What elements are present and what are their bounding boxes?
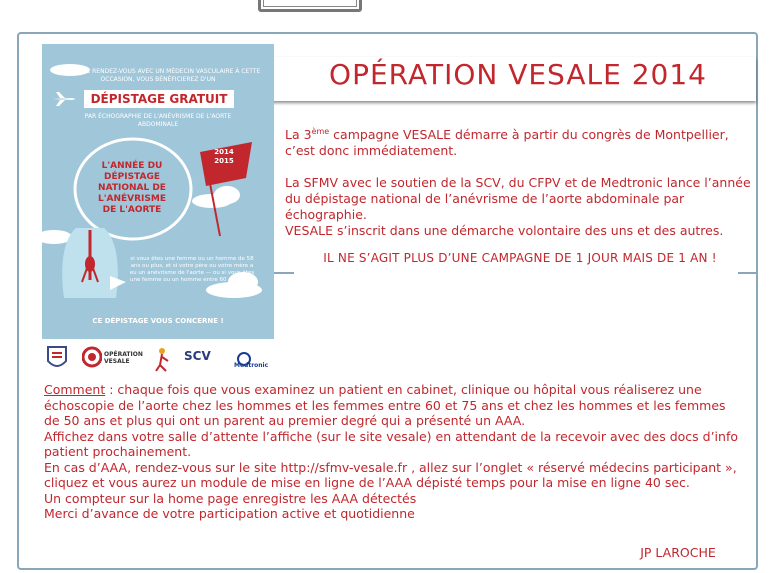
scv-logo: SCV [184,349,211,363]
intro-paragraph-2: La SFMV avec le soutien de la SCV, du CFPV et de Medtronic lance l’année du dépistage national de l’anévrisme de l’aorte abdominale par échographie. [285,175,751,223]
page-title: OPÉRATION VESALE 2014 [329,58,707,91]
vesale-logo-text: OPÉRATION VESALE [104,351,143,365]
intro-paragraph-1: La 3ème campagne VESALE démarre à partir du congrès de Montpellier, c’est donc immédiatement. [285,127,729,159]
author-signature: JP LAROCHE [608,541,748,565]
poster-subtitle: PAR ÉCHOGRAPHIE DE L'ANÉVRISME DE L'AORTE ABDOMINALE [84,113,232,128]
compteur-paragraph: Un compteur sur la home page enregistre les AAA détectés [44,490,417,506]
poster-annee-text: L'ANNÉE DU DÉPISTAGE NATIONAL DE L'ANÉVRISME DE L'AORTE [98,161,166,215]
poster-banner: DÉPISTAGE GRATUIT [84,90,234,108]
medtronic-logo-text: Medtronic [234,362,269,369]
comment-label: Comment [44,382,106,397]
divider-line [738,272,756,274]
plane-icon [52,92,76,106]
divider-line [274,272,294,274]
shield-logo [46,345,68,373]
poster-flag-years: 2014 2015 [214,148,234,165]
body-text [44,382,744,522]
intro-text [285,124,755,239]
sponsor-logos [44,345,274,375]
poster-footer: CE DÉPISTAGE VOUS CONCERNE ! [92,317,224,325]
merci-paragraph: Merci d’avance de votre participation active et quotidienne [44,506,415,521]
intro-paragraph-3: VESALE s’inscrit dans une démarche volontaire des uns et des autres. [285,223,724,239]
stamp-decoration [258,0,362,12]
comment-paragraph: Comment : chaque fois que vous examinez un patient en cabinet, clinique ou hôpital vous réaliserez une échoscopie de l’aorte chez les hommes et les femmes entre 60 et 75 ans et chez les hommes et les femmes de 50 ans et plus qui ont un parent au premier degré qui a présenté un AAA. [44,382,726,428]
campaign-headline: IL NE S’AGIT PLUS D’UNE CAMPAGNE DE 1 JOUR MAIS DE 1 AN ! [323,251,717,265]
aaa-paragraph: En cas d’AAA, rendez-vous sur le site http://sfmv-vesale.fr , allez sur l’onglet « réservé médecins participant », cliquez et vous aurez un module de mise en ligne de l’AAA dépisté temps pour la mise en ligne 40 sec. [44,459,737,490]
poster-bottom-text: si vous êtes une femme ou un homme de 58 ans ou plus, et si votre père ou votre mère a eu un anévrisme de l'aorte — ou si vous êtes une femme ou un homme entre 60 et 75 ans [129,256,255,283]
affichez-paragraph: Affichez dans votre salle d’attente l’affiche (sur le site vesale) en attendant de la recevoir avec des docs d’info patient prochainement. [44,428,739,459]
vesale-logo [82,345,102,373]
figure-logo [152,345,172,373]
torso-illustration [52,220,128,298]
poster-image [42,44,274,339]
poster-top-text: VOUS AVEZ RENDEZ-VOUS AVEC UN MÉDECIN VASCULAIRE À CETTE OCCASION, VOUS BÉNÉFICIEREZ D'UN [55,68,261,83]
